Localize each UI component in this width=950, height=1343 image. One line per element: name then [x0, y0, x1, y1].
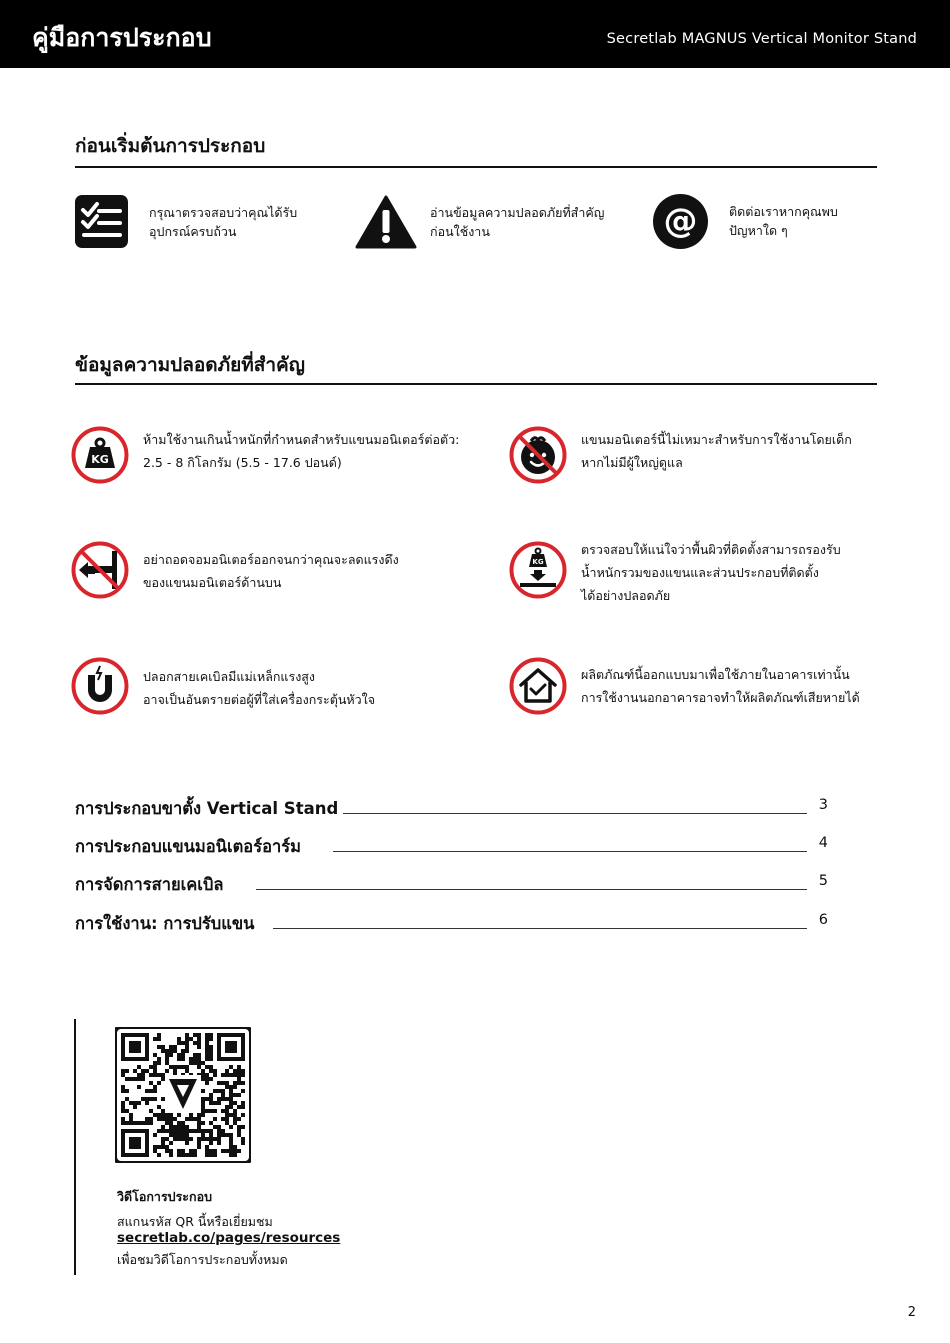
before-item-safety: [430, 203, 604, 241]
video-title: วิดีโอการประกอบ: [117, 1189, 213, 1204]
no-detach-monitor-icon: [71, 541, 129, 599]
safety-item-text: ผลิตภัณฑ์นี้ออกแบบมาเพื่อใช้ภายในอาคารเท่านั้น: [581, 667, 850, 682]
safety-item-surface: [581, 538, 841, 607]
safety-item-text: หากไม่มีผู้ใหญ่ดูแล: [581, 455, 683, 470]
toc-leader-line: [273, 928, 807, 929]
toc-page-number: 5: [818, 873, 828, 889]
safety-item-text: แขนมอนิเตอร์นี้ไม่เหมาะสำหรับการใช้งานโดยเด็ก: [581, 432, 852, 447]
before-item-contact: [729, 202, 838, 240]
video-instruction-2: เพื่อชมวิดีโอการประกอบทั้งหมด: [117, 1252, 288, 1267]
section-divider: [75, 166, 877, 168]
section-divider: [75, 383, 877, 385]
document-title: คู่มือการประกอบ: [32, 23, 212, 52]
toc-leader-line: [343, 813, 807, 814]
warning-icon: [355, 195, 417, 249]
magnet-icon: [71, 657, 129, 715]
toc-entry-vertical-stand[interactable]: [75, 796, 832, 820]
toc-leader-line: [333, 851, 807, 852]
no-children-icon: [509, 426, 567, 484]
resources-link[interactable]: secretlab.co/pages/resources: [117, 1230, 341, 1246]
toc-label: การประกอบขาตั้ง Vertical Stand: [75, 799, 339, 818]
checklist-icon: [75, 195, 128, 248]
safety-item-text: 2.5 - 8 กิโลกรัม (5.5 - 17.6 ปอนด์): [143, 455, 342, 470]
product-name: Secretlab MAGNUS Vertical Monitor Stand: [606, 31, 917, 47]
safety-item-text: ของแขนมอนิเตอร์ด้านบน: [143, 575, 282, 590]
safety-item-detach: [143, 548, 399, 594]
before-item-text: อุปกรณ์ครบถ้วน: [149, 224, 237, 239]
svg-text:@: @: [663, 201, 698, 241]
safety-item-text: น้ำหนักรวมของแขนและส่วนประกอบที่ติดตั้ง: [581, 565, 819, 580]
header-bar: [0, 0, 950, 68]
kg-label: KG: [91, 453, 109, 466]
toc-entry-adjust-arm[interactable]: [75, 911, 832, 935]
no-overweight-icon: [71, 426, 129, 484]
indoor-use-icon: [509, 657, 567, 715]
toc-page-number: 4: [818, 835, 828, 851]
safety-section-title: ข้อมูลความปลอดภัยที่สำคัญ: [75, 354, 305, 376]
kg-label: KG: [532, 558, 544, 566]
safety-item-text: ปลอกสายเคเบิลมีแม่เหล็กแรงสูง: [143, 669, 316, 684]
before-item-text: อ่านข้อมูลความปลอดภัยที่สำคัญ: [430, 205, 605, 220]
toc-page-number: 3: [818, 797, 828, 813]
video-block-divider: [74, 1019, 76, 1275]
toc-entry-cable-management[interactable]: [75, 872, 832, 896]
before-item-checklist: [149, 203, 297, 241]
before-item-text: ติดต่อเราหากคุณพบ: [729, 204, 838, 219]
before-item-text: ก่อนใช้งาน: [430, 224, 490, 239]
before-section-title: ก่อนเริ่มต้นการประกอบ: [75, 135, 266, 157]
toc-entry-monitor-arm[interactable]: [75, 834, 832, 858]
before-item-text: ปัญหาใด ๆ: [729, 223, 788, 238]
safety-item-magnet: [143, 665, 375, 711]
page-number: 2: [907, 1305, 916, 1320]
toc-page-number: 6: [818, 912, 828, 928]
safety-item-weight: [143, 428, 459, 474]
safety-item-indoor: [581, 663, 860, 709]
safety-item-text: การใช้งานนอกอาคารอาจทำให้ผลิตภัณฑ์เสียหายได้: [581, 690, 860, 705]
toc-label: การจัดการสายเคเบิล: [75, 875, 224, 894]
safety-item-text: ได้อย่างปลอดภัย: [581, 588, 671, 603]
safety-item-text: ห้ามใช้งานเกินน้ำหนักที่กำหนดสำหรับแขนมอนิเตอร์ต่อตัว:: [143, 432, 460, 447]
qr-code-icon[interactable]: [115, 1027, 251, 1163]
at-sign-icon: [653, 194, 708, 249]
safety-item-text: ตรวจสอบให้แน่ใจว่าพื้นผิวที่ติดตั้งสามารถรองรับ: [581, 542, 841, 557]
before-item-text: กรุณาตรวจสอบว่าคุณได้รับ: [149, 205, 298, 220]
surface-load-icon: [509, 541, 567, 599]
toc-label: การประกอบแขนมอนิเตอร์อาร์ม: [75, 837, 301, 856]
toc-leader-line: [256, 889, 807, 890]
safety-item-children: [581, 428, 852, 474]
video-instruction: สแกนรหัส QR นี้หรือเยี่ยมชม: [117, 1214, 273, 1229]
safety-item-text: อย่าถอดจอมอนิเตอร์ออกจนกว่าคุณจะลดแรงดึง: [143, 552, 399, 567]
toc-label: การใช้งาน: การปรับแขน: [75, 914, 255, 933]
safety-item-text: อาจเป็นอันตรายต่อผู้ที่ใส่เครื่องกระตุ้นหัวใจ: [143, 692, 376, 707]
